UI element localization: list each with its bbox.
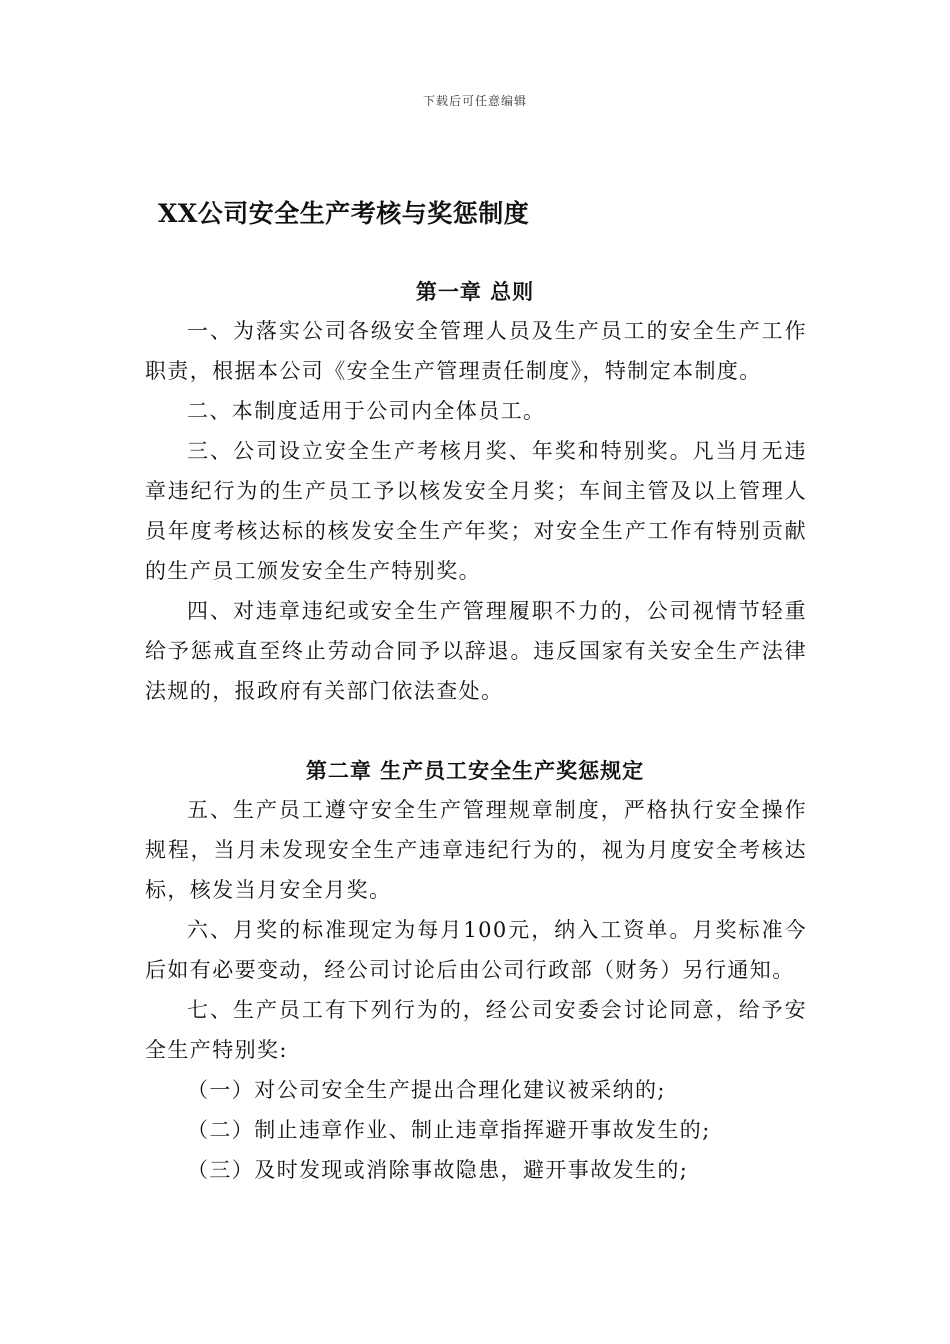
chapter-1-heading: 第一章 总则: [415, 279, 535, 304]
header-note: 下载后可任意编辑: [422, 94, 527, 108]
paragraph-6: 六、月奖的标准现定为每月100元，纳入工资单。月奖标准今后如有必要变动，经公司讨论后由公司行政部（财务）另行通知。: [145, 918, 807, 982]
paragraph-7: 七、生产员工有下列行为的，经公司安委会讨论同意，给予安全生产特别奖:: [145, 998, 807, 1062]
paragraph-5: 五、生产员工遵守安全生产管理规章制度，严格执行安全操作规程，当月未发现安全生产违章违纪行为的，视为月度安全考核达标，核发当月安全月奖。: [145, 798, 807, 902]
paragraph-3: 三、公司设立安全生产考核月奖、年奖和特别奖。凡当月无违章违纪行为的生产员工予以核发安全月奖；车间主管及以上管理人员年度考核达标的核发安全生产年奖；对安全生产工作有特别贡献的生产员工颁发安全生产特别奖。: [145, 439, 807, 583]
paragraph-2: 二、本制度适用于公司内全体员工。: [187, 399, 546, 423]
paragraph-1: 一、为落实公司各级安全管理人员及生产员工的安全生产工作职责，根据本公司《安全生产管理责任制度》，特制定本制度。: [145, 319, 807, 383]
list-item-1: （一）对公司安全生产提出合理化建议被采纳的;: [187, 1078, 666, 1102]
chapter-2-heading: 第二章 生产员工安全生产奖惩规定: [305, 758, 645, 783]
document-title: XX公司安全生产考核与奖惩制度: [158, 199, 530, 228]
list-item-3: （三）及时发现或消除事故隐患，避开事故发生的;: [187, 1158, 689, 1182]
list-item-2: （二）制止违章作业、制止违章指挥避开事故发生的;: [187, 1118, 711, 1142]
paragraph-4: 四、对违章违纪或安全生产管理履职不力的，公司视情节轻重给予惩戒直至终止劳动合同予以辞退。违反国家有关安全生产法律法规的，报政府有关部门依法查处。: [145, 599, 807, 703]
